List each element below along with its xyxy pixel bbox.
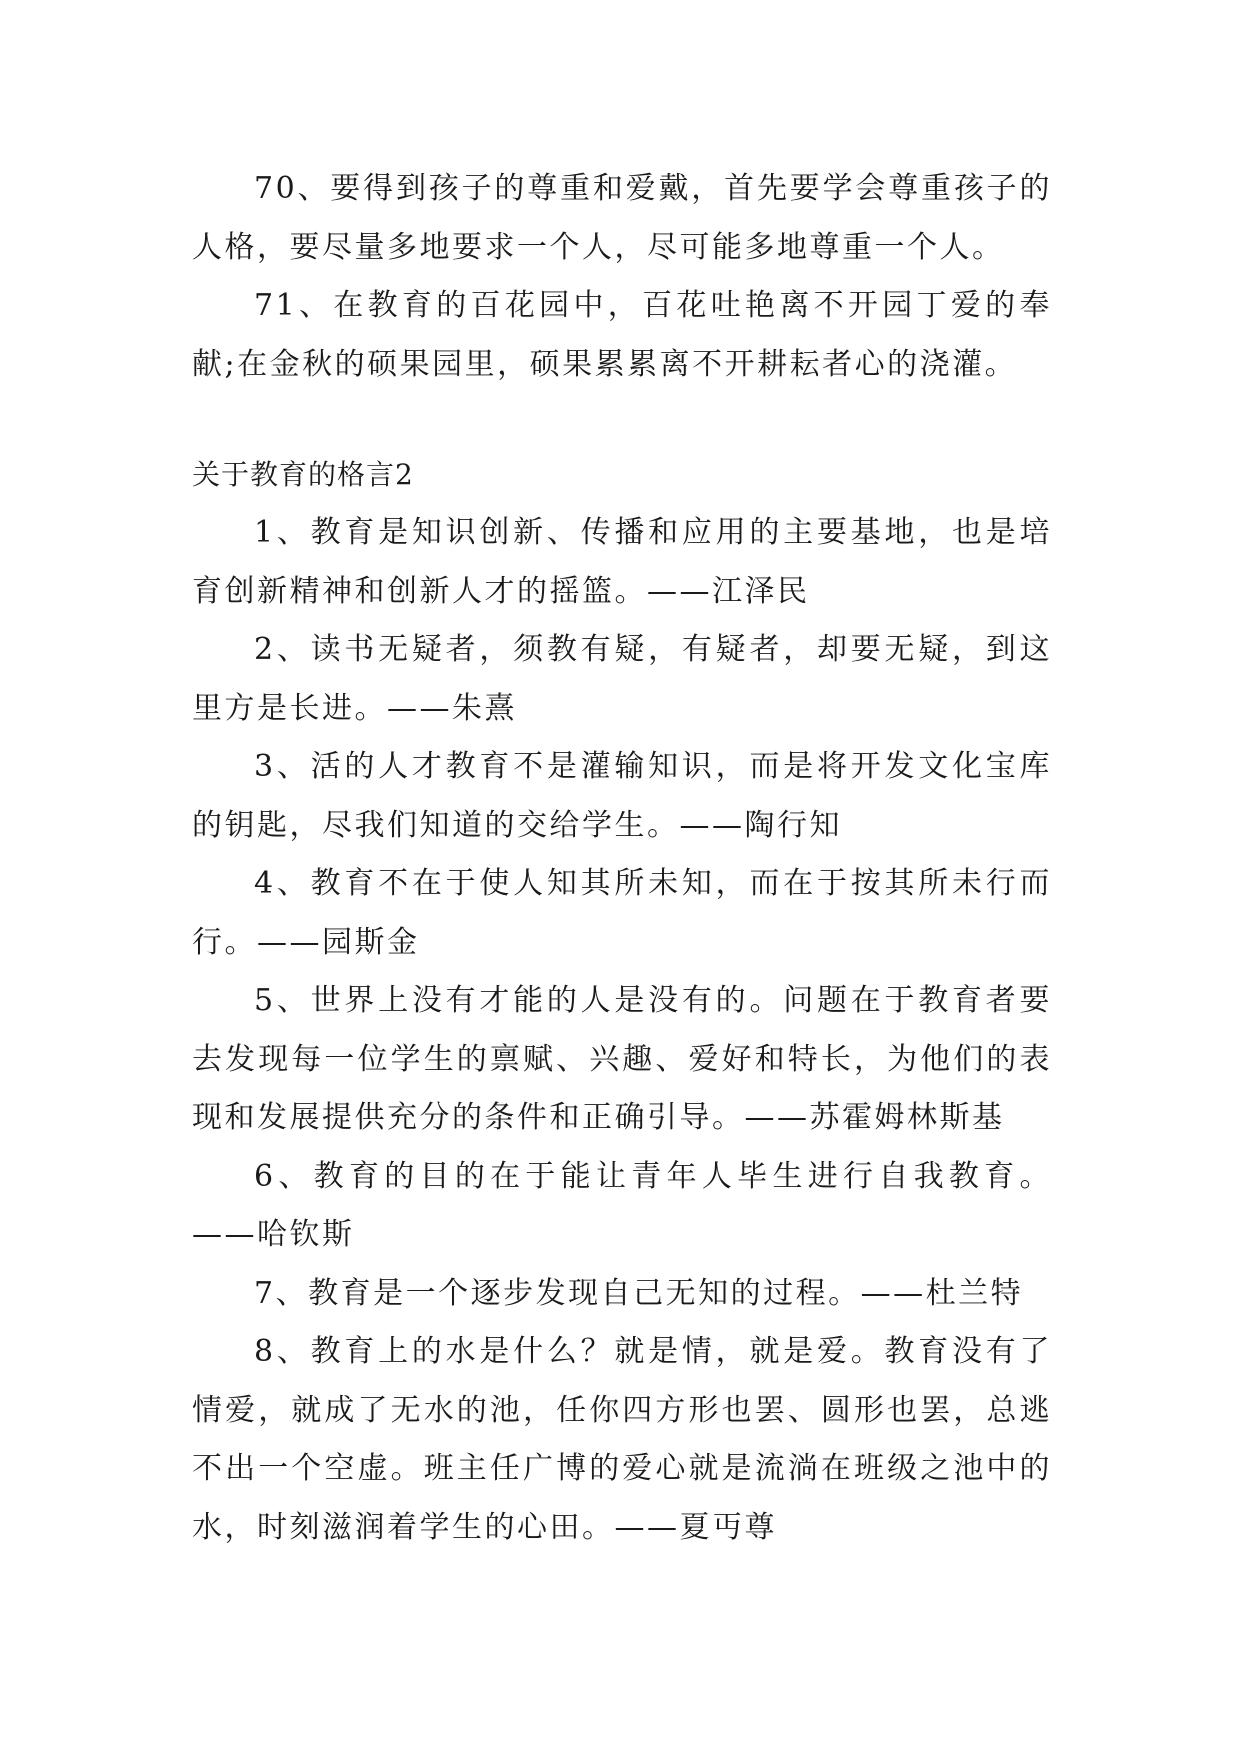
quote-item: 3、活的人才教育不是灌输知识，而是将开发文化宝库的钥匙，尽我们知道的交给学生。——陶行知 [192, 749, 1052, 843]
paragraph-71: 71、在教育的百花园中，百花吐艳离不开园丁爱的奉献;在金秋的硕果园里，硕果累累离不开耕耘者心的浇灌。 [192, 288, 1052, 382]
document-body [192, 160, 1052, 1557]
quote-item: 2、读书无疑者，须教有疑，有疑者，却要无疑，到这里方是长进。——朱熹 [192, 632, 1052, 726]
section-heading: 关于教育的格言2 [192, 458, 414, 491]
paragraph-70: 70、要得到孩子的尊重和爱戴，首先要学会尊重孩子的人格，要尽量多地要求一个人，尽可能多地尊重一个人。 [192, 171, 1052, 265]
quote-item: 8、教育上的水是什么？就是情，就是爱。教育没有了情爱，就成了无水的池，任你四方形也罢、圆形也罢，总逃不出一个空虚。班主任广博的爱心就是流淌在班级之池中的水，时刻滋润着学生的心田。——夏丏尊 [192, 1334, 1052, 1545]
quote-item: 7、教育是一个逐步发现自己无知的过程。——杜兰特 [254, 1275, 1024, 1311]
quote-item: 1、教育是知识创新、传播和应用的主要基地，也是培育创新精神和创新人才的摇篮。——江泽民 [192, 515, 1052, 609]
quote-item: 6、教育的目的在于能让青年人毕生进行自我教育。——哈钦斯 [192, 1158, 1052, 1252]
quote-item: 5、世界上没有才能的人是没有的。问题在于教育者要去发现每一位学生的禀赋、兴趣、爱好和特长，为他们的表现和发展提供充分的条件和正确引导。——苏霍姆林斯基 [192, 983, 1052, 1135]
quote-item: 4、教育不在于使人知其所未知，而在于按其所未行而行。——园斯金 [192, 866, 1052, 960]
